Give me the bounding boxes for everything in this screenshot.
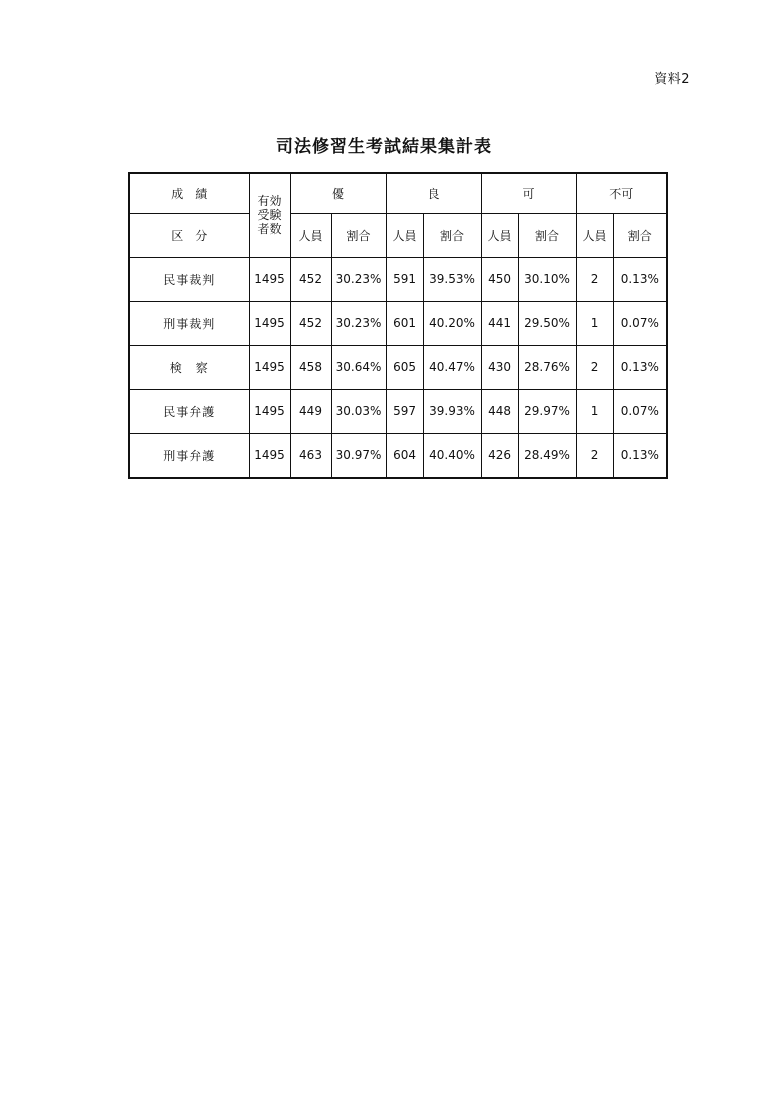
ryo-ratio-cell: 39.53% — [423, 257, 481, 301]
group-header-yu: 優 — [290, 173, 386, 213]
ryo-count-cell: 591 — [386, 257, 423, 301]
valid-count-cell: 1495 — [249, 345, 290, 389]
table-row — [129, 389, 667, 433]
header-row-groups — [129, 173, 667, 213]
document-label: 資料2 — [654, 72, 690, 87]
ryo-ratio-cell: 40.20% — [423, 301, 481, 345]
group-header-ryo: 良 — [386, 173, 481, 213]
yu-count-cell: 452 — [290, 257, 331, 301]
division-header: 区 分 — [129, 213, 249, 257]
valid-header-line-2: 受験 — [257, 208, 282, 223]
fuka-count-cell: 2 — [576, 257, 613, 301]
grade-header: 成 績 — [129, 173, 249, 213]
table-row — [129, 301, 667, 345]
fuka-ratio-cell: 0.13% — [613, 345, 667, 389]
sub-header-count: 人員 — [576, 213, 613, 257]
ka-ratio-cell: 29.97% — [518, 389, 576, 433]
ryo-count-cell: 601 — [386, 301, 423, 345]
sub-header-count: 人員 — [290, 213, 331, 257]
division-cell: 刑事裁判 — [129, 301, 249, 345]
yu-ratio-cell: 30.23% — [331, 257, 386, 301]
ka-count-cell: 448 — [481, 389, 518, 433]
valid-count-cell: 1495 — [249, 257, 290, 301]
ryo-count-cell: 605 — [386, 345, 423, 389]
yu-ratio-cell: 30.97% — [331, 433, 386, 478]
sub-header-count: 人員 — [386, 213, 423, 257]
fuka-ratio-cell: 0.13% — [613, 257, 667, 301]
ka-count-cell: 430 — [481, 345, 518, 389]
document-title: 司法修習生考試結果集計表 — [276, 137, 492, 157]
division-cell: 検 察 — [129, 345, 249, 389]
yu-count-cell: 458 — [290, 345, 331, 389]
ka-count-cell: 450 — [481, 257, 518, 301]
group-header-fuka: 不可 — [576, 173, 667, 213]
ka-ratio-cell: 28.49% — [518, 433, 576, 478]
fuka-count-cell: 1 — [576, 301, 613, 345]
yu-ratio-cell: 30.64% — [331, 345, 386, 389]
division-cell: 民事弁護 — [129, 389, 249, 433]
ryo-ratio-cell: 40.47% — [423, 345, 481, 389]
yu-count-cell: 463 — [290, 433, 331, 478]
ka-ratio-cell: 28.76% — [518, 345, 576, 389]
sub-header-ratio: 割合 — [423, 213, 481, 257]
division-cell: 民事裁判 — [129, 257, 249, 301]
division-cell: 刑事弁護 — [129, 433, 249, 478]
ka-count-cell: 441 — [481, 301, 518, 345]
ryo-count-cell: 597 — [386, 389, 423, 433]
sub-header-ratio: 割合 — [518, 213, 576, 257]
valid-header-line-3: 者数 — [257, 222, 282, 237]
header-row-sub — [129, 213, 667, 257]
ka-count-cell: 426 — [481, 433, 518, 478]
valid-count-cell: 1495 — [249, 389, 290, 433]
sub-header-ratio: 割合 — [613, 213, 667, 257]
yu-count-cell: 449 — [290, 389, 331, 433]
fuka-ratio-cell: 0.07% — [613, 301, 667, 345]
ka-ratio-cell: 29.50% — [518, 301, 576, 345]
table-row — [129, 257, 667, 301]
sub-header-count: 人員 — [481, 213, 518, 257]
fuka-count-cell: 1 — [576, 389, 613, 433]
sub-header-ratio: 割合 — [331, 213, 386, 257]
table-row — [129, 433, 667, 478]
fuka-count-cell: 2 — [576, 433, 613, 478]
fuka-ratio-cell: 0.13% — [613, 433, 667, 478]
yu-ratio-cell: 30.23% — [331, 301, 386, 345]
valid-examinees-header — [249, 173, 290, 257]
valid-count-cell: 1495 — [249, 433, 290, 478]
fuka-ratio-cell: 0.07% — [613, 389, 667, 433]
fuka-count-cell: 2 — [576, 345, 613, 389]
yu-ratio-cell: 30.03% — [331, 389, 386, 433]
valid-count-cell: 1495 — [249, 301, 290, 345]
group-header-ka: 可 — [481, 173, 576, 213]
yu-count-cell: 452 — [290, 301, 331, 345]
valid-header-line-1: 有効 — [257, 194, 282, 209]
table-row — [129, 345, 667, 389]
results-table — [128, 172, 668, 479]
ryo-ratio-cell: 39.93% — [423, 389, 481, 433]
ka-ratio-cell: 30.10% — [518, 257, 576, 301]
ryo-ratio-cell: 40.40% — [423, 433, 481, 478]
ryo-count-cell: 604 — [386, 433, 423, 478]
